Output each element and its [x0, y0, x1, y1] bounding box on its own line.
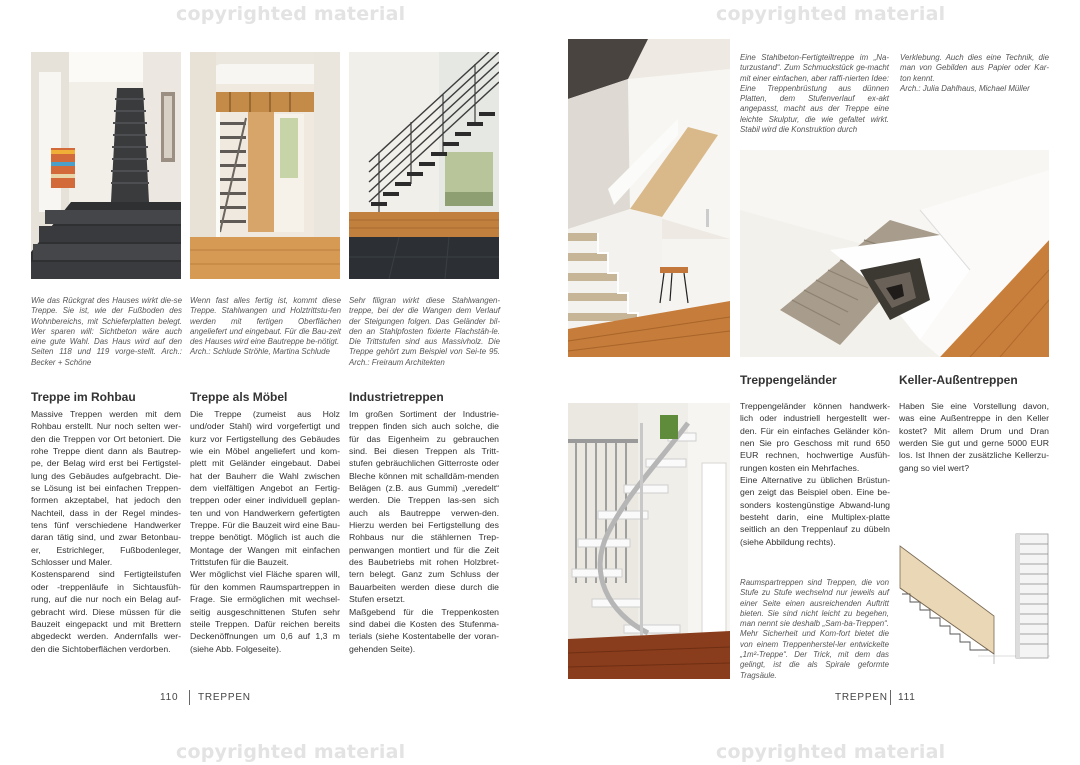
- caption-folded-stair-continued: Verklebung. Auch dies eine Technik, die man von Gebilden aus Papier oder Kar-ton kennt. Arch.: Julia Dahlhaus, Michael Müller: [900, 53, 1049, 93]
- page-number-left: 110: [160, 692, 179, 703]
- watermark-left-bottom: copyrighted material: [176, 741, 406, 763]
- paragraph: Im großen Sortiment der Industrie-treppen finden sich auch solche, die für das Eigenheim zu gebrauchen sind. Bei diesen Treppen als Tritt-stufen gebräuchlichen Gitterroste oder Bleche können mit schalldäm-menden Belägen (z.B. aus Gummi) „veredelt“ werden. Die Treppen las-sen sich auch als Bautreppe verwen-den. Hierzu werden bei Fertigstellung des Rohbaus nur die stählernen Trep-penwangen montiert und für die Zeit des Baubetriebs mit rohen Holzbret-tern belegt. Ganz zum Schluss der Bauarbeiten werden diese durch die Stufen ersetzt.: [349, 409, 499, 605]
- caption-wood-steel-stair: Wenn fast alles fertig ist, kommt diese Treppe. Stahlwangen und Holztrittstu-fen werden mit fertigen Oberflächen angeliefert und eingebaut. Für die Bau-zeit des Hauses wird eine Bautreppe be-nötigt. Arch.: Schlude Ströhle, Martina Schlude: [190, 296, 341, 357]
- column-keller-aussentreppen: [899, 373, 1049, 474]
- heading-industrietreppen: Industrietreppen: [349, 390, 444, 404]
- heading-treppengelaender: Treppengeländer: [740, 373, 837, 387]
- photo-stair-from-above: [740, 150, 1049, 357]
- caption-folded-stair: Eine Stahlbeton-Fertigteiltreppe im „Na-turzustand“. Zum Schmuckstück ge-macht mit einer einfachen, aber raffi-nierten Idee: Eine Treppenbrüstung aus dünnen Platten, dem Stufenverlauf ex-akt angepasst, macht aus der Treppe eine leichte Skulptur, die wie gefaltet wirkt. Stabil wird die Konstruktion durch: [740, 53, 889, 135]
- column-industrietreppen: [349, 390, 499, 655]
- paragraph: Die Treppe (zumeist aus Holz und/oder Stahl) wird vorgefertigt und kurz vor Fertigstellung des Gebäudes wie ein Möbel angeliefert und kom-plett mit Geländer eingebaut. Dabei hat der Bauherr die Wahl zwischen dem vielfältigen Angebot an Fertig-treppen oder einer individuell geplan-ten und von Handwerkern gefertigten Treppe. Für die Bauzeit wird eine Bau-treppe benötigt. Möglich ist auch die Montage der Wangen mit einfachen Trittstufen für die Bauzeit.: [190, 409, 340, 568]
- photo-wood-steel-stair: [190, 52, 340, 279]
- heading-treppe-als-moebel: Treppe als Möbel: [190, 390, 288, 404]
- column-treppengelaender: [740, 373, 890, 548]
- paragraph: Treppengeländer können handwerk-lich oder industriell hergestellt wer-den. Für ein einfaches Geländer kön-nen Sie pro Geschoss mit rund 650 EUR rechnen, hochwertige Ausfüh-rungen kosten ein Mehrfaches.: [740, 401, 890, 473]
- footer-separator: [189, 690, 190, 705]
- photo-folded-stair: [568, 39, 730, 357]
- heading-keller-aussentreppen: Keller-Außentreppen: [899, 373, 1018, 387]
- watermark-left-top: copyrighted material: [176, 3, 406, 25]
- drawing-multiplex-stair: [898, 532, 1050, 664]
- paragraph: Kostensparend sind Fertigteilstufen oder -treppenläufe in Sichtausfüh-rung, auf die nur noch ein Belag auf-gebracht wird. Diese müssen für die Bauzeit eingepackt und mit Brettern abgedeckt werden. Andernfalls wer-den die Sichtoberflächen verdorben.: [31, 569, 181, 654]
- photo-steel-filigree-stair: [349, 52, 499, 279]
- paragraph: Maßgebend für die Treppenkosten sind dabei die Kosten des Stufenma-terials (siehe Kostentabelle der voran-gehenden Seite).: [349, 606, 499, 654]
- column-moebel: [190, 390, 340, 655]
- watermark-right-top: copyrighted material: [716, 3, 946, 25]
- caption-steel-filigree-stair: Sehr filigran wirkt diese Stahlwangen-treppe, bei der die Wangen dem Verlauf der Steigungen folgen. Das Geländer bil-den an Stahlpfosten fixierte Flachstäh-le. Die Trittstufen sind aus Massivholz. Die Treppe gehört zum Beispiel von Sei-te 95. Arch.: Freiraum Architekten: [349, 296, 500, 367]
- footer-separator: [890, 690, 891, 705]
- running-title-left: TREPPEN: [198, 692, 251, 703]
- column-rohbau: [31, 390, 181, 655]
- running-title-right: TREPPEN: [835, 692, 888, 703]
- photo-slate-stair: [31, 52, 181, 279]
- paragraph: Massive Treppen werden mit dem Rohbau erstellt. Nur noch selten wer-den die Treppen vor Ort betoniert. Die rohe Treppe dient dann als Bautrep-pe, der Belag wird erst bei Fertigstel-lung des Gebäudes aufgebracht. Die-se Lösung ist bei einfachen Treppen-formen akzeptabel, hat jedoch den Nachteil, dass in der Regel mindes-tens fünf verschiedene Handwerker daran tätig sind, und zwar Betonbau-er, Estrichleger, Fußbodenleger, Schlosser und Maler.: [31, 409, 181, 568]
- paragraph: Wer möglichst viel Fläche sparen will, für den kommen Raumspartreppen in Frage. Sie ermöglichen mit wechsel-seitig ausgeschnittenen Stufen sehr steile Treppen. Dafür reichen bereits Deckenöffnungen um 0,6 auf 1,3 m (siehe Abb. Folgeseite).: [190, 569, 340, 654]
- caption-space-saving-stair: Raumspartreppen sind Treppen, die von Stufe zu Stufe wechselnd nur jeweils auf einer Seite einen ausreichenden Auftritt bieten. Sie sind nicht leicht zu begehen, man nennt sie deshalb „Sam-ba-Treppen“. Mehr Sicherheit und Kom-fort bietet die von einem Treppenherstel-ler entwickelte „1m²-Treppe“. Der Trick, mit dem das gelingt, ist die als Spirale geformte Tragsäule.: [740, 578, 889, 680]
- caption-slate-stair: Wie das Rückgrat des Hauses wirkt die-se Treppe. Sie ist, wie der Fußboden des Wohnbereichs, mit Schieferplatten belegt. Wer sparen will: Sichtbeton wäre auch eine gute Wahl. Das Haus wird auf den Seiten 118 und 119 vorge-stellt. Arch.: Becker + Schöne: [31, 296, 182, 367]
- paragraph: Haben Sie eine Vorstellung davon, was eine Außentreppe in den Keller kostet? Mit allem Drum und Dran werden Sie gut und gerne 5000 EUR los. Ist Ihnen der zusätzliche Kellerzu-gang so viel wert?: [899, 401, 1049, 473]
- photo-space-saving-stair: [568, 403, 730, 679]
- heading-treppe-im-rohbau: Treppe im Rohbau: [31, 390, 136, 404]
- paragraph: Eine Alternative zu üblichen Brüstun-gen zeigt das Beispiel oben. Eine be-sonders kostengünstige Abwand-lung besteht darin, eine Multiplex-platte seitlich an den Treppenlauf zu dübeln (siehe Abbildung rechts).: [740, 475, 890, 547]
- watermark-right-bottom: copyrighted material: [716, 741, 946, 763]
- page-number-right: 111: [898, 692, 916, 703]
